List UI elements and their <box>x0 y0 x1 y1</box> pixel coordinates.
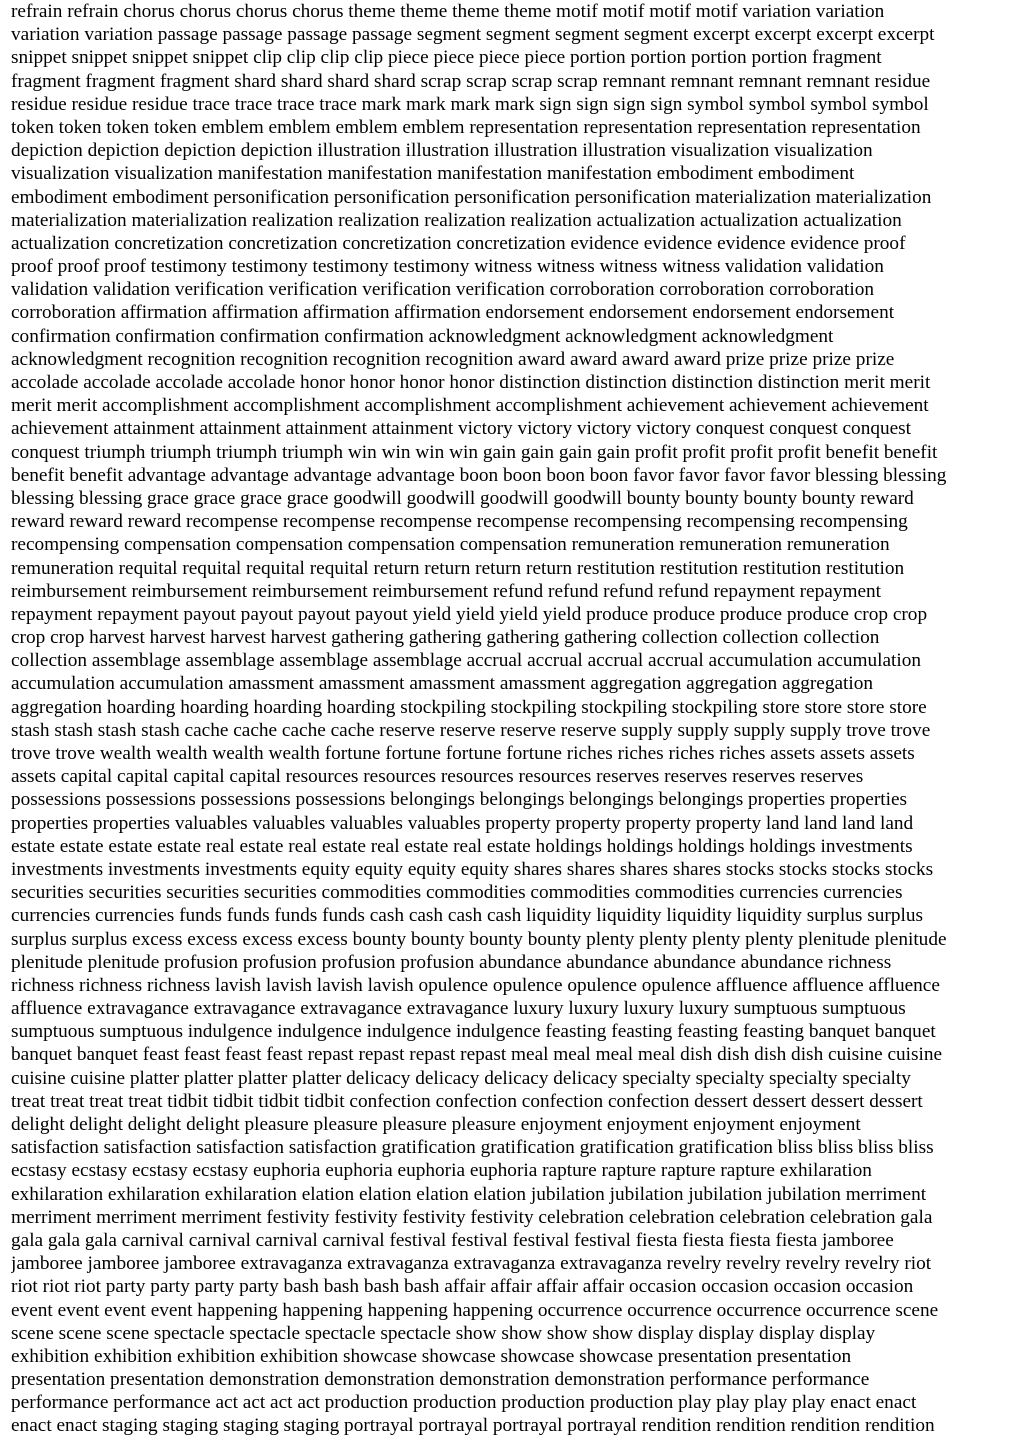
text-line: accumulation accumulation amassment amassment amassment amassment aggregation aggregation aggregation <box>11 673 874 695</box>
text-line: possessions possessions possessions possessions belongings belongings belongings belongings properties properties <box>11 789 908 811</box>
text-line: estate estate estate estate real estate real estate real estate real estate holdings holdings holdings holdings investments <box>11 835 913 857</box>
text-line: crop crop harvest harvest harvest harvest gathering gathering gathering gathering collection collection collection <box>11 627 880 649</box>
text-line: securities securities securities securities commodities commodities commodities commodities currencies currencies <box>11 882 903 904</box>
text-line: cuisine cuisine platter platter platter platter delicacy delicacy delicacy delicacy specialty specialty specialty specialty <box>11 1067 911 1089</box>
text-line: aggregation hoarding hoarding hoarding hoarding stockpiling stockpiling stockpiling stockpiling store store store store <box>11 696 927 718</box>
text-line: merriment merriment merriment festivity festivity festivity festivity celebration celebration celebration celebration gala <box>11 1206 933 1228</box>
text-line: visualization visualization manifestation manifestation manifestation manifestation embodiment embodiment <box>11 163 855 185</box>
text-line: conquest triumph triumph triumph triumph win win win win gain gain gain gain profit profit profit profit benefit benefit <box>11 441 938 463</box>
text-line: presentation presentation demonstration demonstration demonstration demonstration performance performance <box>11 1369 870 1391</box>
text-line: actualization concretization concretization concretization concretization evidence evidence evidence evidence proof <box>11 232 906 254</box>
text-line: fragment fragment fragment shard shard shard shard scrap scrap scrap scrap remnant remnant remnant remnant residue <box>11 70 931 92</box>
text-line: affluence extravagance extravagance extravagance extravagance luxury luxury luxury luxury sumptuous sumptuous <box>11 998 906 1020</box>
text-line: repayment repayment payout payout payout payout yield yield yield yield produce produce produce produce crop crop <box>11 603 928 625</box>
text-line: confirmation confirmation confirmation confirmation acknowledgment acknowledgment acknowledgment <box>11 325 834 347</box>
text-line: validation validation verification verification verification verification corroboration corroboration corroboration <box>11 279 875 301</box>
text-line: performance performance act act act act production production production production play play play play enact enact <box>11 1392 917 1414</box>
text-line: treat treat treat treat tidbit tidbit tidbit tidbit confection confection confection confection dessert dessert dessert dessert <box>11 1090 923 1112</box>
text-line: residue residue residue trace trace trace trace mark mark mark mark sign sign sign sign symbol symbol symbol symbol <box>11 93 929 115</box>
text-line: scene scene scene spectacle spectacle spectacle spectacle show show show show display display display display <box>11 1322 876 1344</box>
text-line: recompensing compensation compensation compensation compensation remuneration remuneration remuneration <box>11 534 890 556</box>
text-line: blessing blessing grace grace grace grace goodwill goodwill goodwill goodwill bounty bounty bounty bounty reward <box>11 487 914 509</box>
document-text-body <box>11 0 1015 1446</box>
text-line: gala gala gala carnival carnival carnival carnival festival festival festival festival fiesta fiesta fiesta fiesta jamboree <box>11 1229 894 1251</box>
text-line: merit merit accomplishment accomplishment accomplishment accomplishment achievement achievement achievement <box>11 395 929 417</box>
text-line: surplus surplus excess excess excess excess bounty bounty bounty bounty plenty plenty plenty plenty plenitude plenitude <box>11 928 947 950</box>
text-line: achievement attainment attainment attainment attainment victory victory victory victory conquest conquest conquest <box>11 418 912 440</box>
text-line: richness richness richness lavish lavish lavish lavish opulence opulence opulence opulence affluence affluence affluence <box>11 974 940 996</box>
text-line: proof proof proof testimony testimony testimony testimony witness witness witness witness validation validation <box>11 256 884 278</box>
text-line: collection assemblage assemblage assemblage assemblage accrual accrual accrual accrual accumulation accumulation <box>11 650 922 672</box>
text-line: sumptuous sumptuous indulgence indulgence indulgence indulgence feasting feasting feasting feasting banquet banquet <box>11 1021 936 1043</box>
text-line: variation variation passage passage passage passage segment segment segment segment excerpt excerpt excerpt excerpt <box>11 24 935 46</box>
text-line: reimbursement reimbursement reimbursement reimbursement refund refund refund refund repayment repayment <box>11 580 882 602</box>
text-line: depiction depiction depiction depiction illustration illustration illustration illustration visualization visualization <box>11 140 873 162</box>
text-line: banquet banquet feast feast feast feast repast repast repast repast meal meal meal meal dish dish dish dish cuisine cuisine <box>11 1044 943 1066</box>
text-line: snippet snippet snippet snippet clip clip clip clip piece piece piece piece portion portion portion portion fragment <box>11 47 882 69</box>
text-line: materialization materialization realization realization realization realization actualization actualization actualization <box>11 209 902 231</box>
text-line: trove trove wealth wealth wealth wealth fortune fortune fortune fortune riches riches riches riches assets assets assets <box>11 743 915 764</box>
text-line: riot riot riot party party party party bash bash bash bash affair affair affair affair occasion occasion occasion occasion <box>11 1276 914 1298</box>
text-line: exhibition exhibition exhibition exhibition showcase showcase showcase showcase presentation presentation <box>11 1345 852 1367</box>
text-line: token token token token emblem emblem emblem emblem representation representation representation representation <box>11 116 921 138</box>
text-line: jamboree jamboree jamboree extravaganza extravaganza extravaganza extravaganza revelry revelry revelry revelry riot <box>11 1253 932 1275</box>
text-line: accolade accolade accolade accolade honor honor honor honor distinction distinction distinction distinction merit merit <box>11 372 931 393</box>
text-line: assets capital capital capital capital resources resources resources resources reserves reserves reserves reserves <box>11 766 864 788</box>
text-line: exhilaration exhilaration exhilaration elation elation elation elation jubilation jubilation jubilation jubilation merriment <box>11 1183 927 1205</box>
text-line: reward reward reward recompense recompense recompense recompense recompensing recompensing recompensing <box>11 511 908 533</box>
text-line: benefit benefit advantage advantage advantage advantage boon boon boon boon favor favor favor favor blessing blessing <box>11 464 947 486</box>
text-line: delight delight delight delight pleasure pleasure pleasure pleasure enjoyment enjoyment enjoyment enjoyment <box>11 1114 861 1135</box>
text-line: acknowledgment recognition recognition recognition recognition award award award award prize prize prize prize <box>11 348 895 370</box>
text-line: currencies currencies funds funds funds funds cash cash cash cash liquidity liquidity liquidity liquidity surplus surplus <box>11 905 923 927</box>
text-line: properties properties valuables valuables valuables valuables property property property property land land land land <box>11 812 914 834</box>
text-line: remuneration requital requital requital requital return return return return restitution restitution restitution restitution <box>11 557 905 579</box>
text-line: ecstasy ecstasy ecstasy ecstasy euphoria euphoria euphoria euphoria rapture rapture rapture rapture exhilaration <box>11 1160 872 1182</box>
text-line: plenitude plenitude profusion profusion profusion profusion abundance abundance abundance abundance richness <box>11 951 892 973</box>
text-line: embodiment embodiment personification personification personification personification materialization materialization <box>11 186 932 208</box>
text-line: event event event event happening happening happening happening occurrence occurrence occurrence occurrence scene <box>11 1299 939 1321</box>
text-line: enact enact staging staging staging staging portrayal portrayal portrayal portrayal rendition rendition rendition rendition <box>11 1415 935 1437</box>
text-line: satisfaction satisfaction satisfaction satisfaction gratification gratification gratification gratification bliss bliss bliss bliss <box>11 1137 934 1159</box>
text-line: investments investments investments equity equity equity equity shares shares shares shares stocks stocks stocks stocks <box>11 858 934 880</box>
text-line: stash stash stash stash cache cache cache cache reserve reserve reserve reserve supply supply supply supply trove trove <box>11 719 931 741</box>
text-line: refrain refrain chorus chorus chorus chorus theme theme theme theme motif motif motif motif variation variation <box>11 1 885 22</box>
text-line: corroboration affirmation affirmation affirmation affirmation endorsement endorsement endorsement endorsement <box>11 302 895 324</box>
